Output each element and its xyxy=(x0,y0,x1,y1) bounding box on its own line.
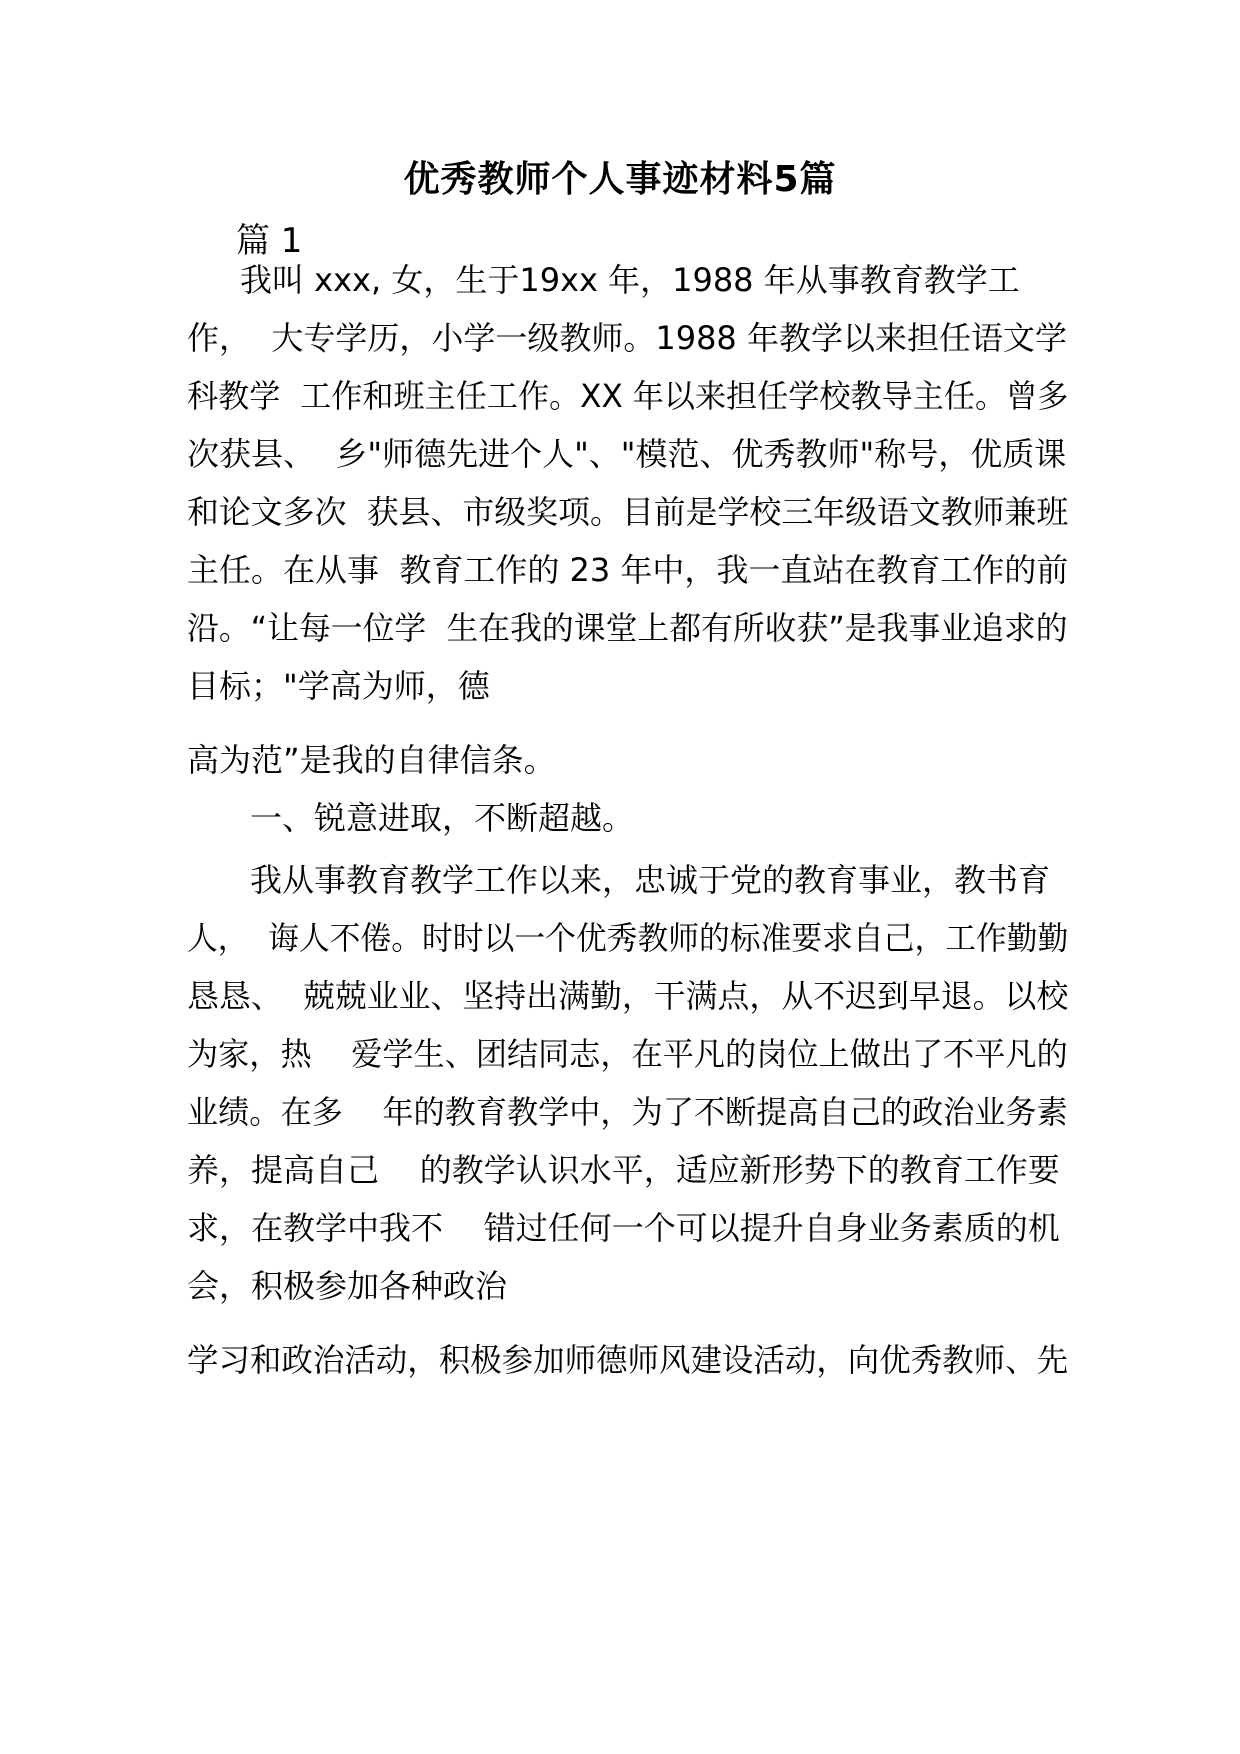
body-line: 恳恳、 兢兢业业、坚持出满勤，干满点，从不迟到早退。以校 xyxy=(187,977,1069,1015)
body-line: 为家，热 爱学生、团结同志，在平凡的岗位上做出了不平凡的 xyxy=(187,1035,1068,1073)
body-line: 高为范”是我的自律信条。 xyxy=(187,741,556,779)
body-line: 次获县、 乡"师德先进个人"、"模范、优秀教师"称号，优质课 xyxy=(187,435,1067,473)
body-line: 科教学 工作和班主任工作。XX 年以来担任学校教导主任。曾多 xyxy=(187,377,1069,415)
body-line: 学习和政治活动，积极参加师德师风建设活动，向优秀教师、先 xyxy=(187,1341,1069,1379)
body-line: 我从事教育教学工作以来，忠诚于党的教育事业，教书育 xyxy=(250,861,1051,899)
body-line: 主任。在从事 教育工作的 23 年中，我一直站在教育工作的前 xyxy=(187,551,1069,589)
body-line: 业绩。在多 年的教育教学中，为了不断提高自己的政治业务素 xyxy=(187,1093,1068,1131)
body-line: 养，提高自己 的教学认识水平，适应新形势下的教育工作要 xyxy=(187,1151,1060,1189)
body-line: 求，在教学中我不 错过任何一个可以提升自身业务素质的机 xyxy=(187,1209,1060,1247)
body-line: 作， 大专学历，小学一级教师。1988 年教学以来担任语文学 xyxy=(187,319,1067,357)
body-line: 沿。“让每一位学 生在我的课堂上都有所收获”是我事业追求的 xyxy=(187,609,1068,647)
body-line: 人， 诲人不倦。时时以一个优秀教师的标准要求自己，工作勤勤 xyxy=(187,919,1069,957)
subheading-line: 一、锐意进取，不断超越。 xyxy=(250,799,635,837)
body-line: 会，积极参加各种政治 xyxy=(187,1267,508,1305)
section-label: 篇 1 xyxy=(236,221,303,261)
body-line: 我叫 xxx, 女，生于19xx 年，1988 年从事教育教学工 xyxy=(240,261,1020,299)
body-line: 和论文多次 获县、市级奖项。目前是学校三年级语文教师兼班 xyxy=(187,493,1069,531)
body-line: 目标；"学高为师，德 xyxy=(187,667,490,705)
document-title: 优秀教师个人事迹材料5篇 xyxy=(403,159,837,200)
